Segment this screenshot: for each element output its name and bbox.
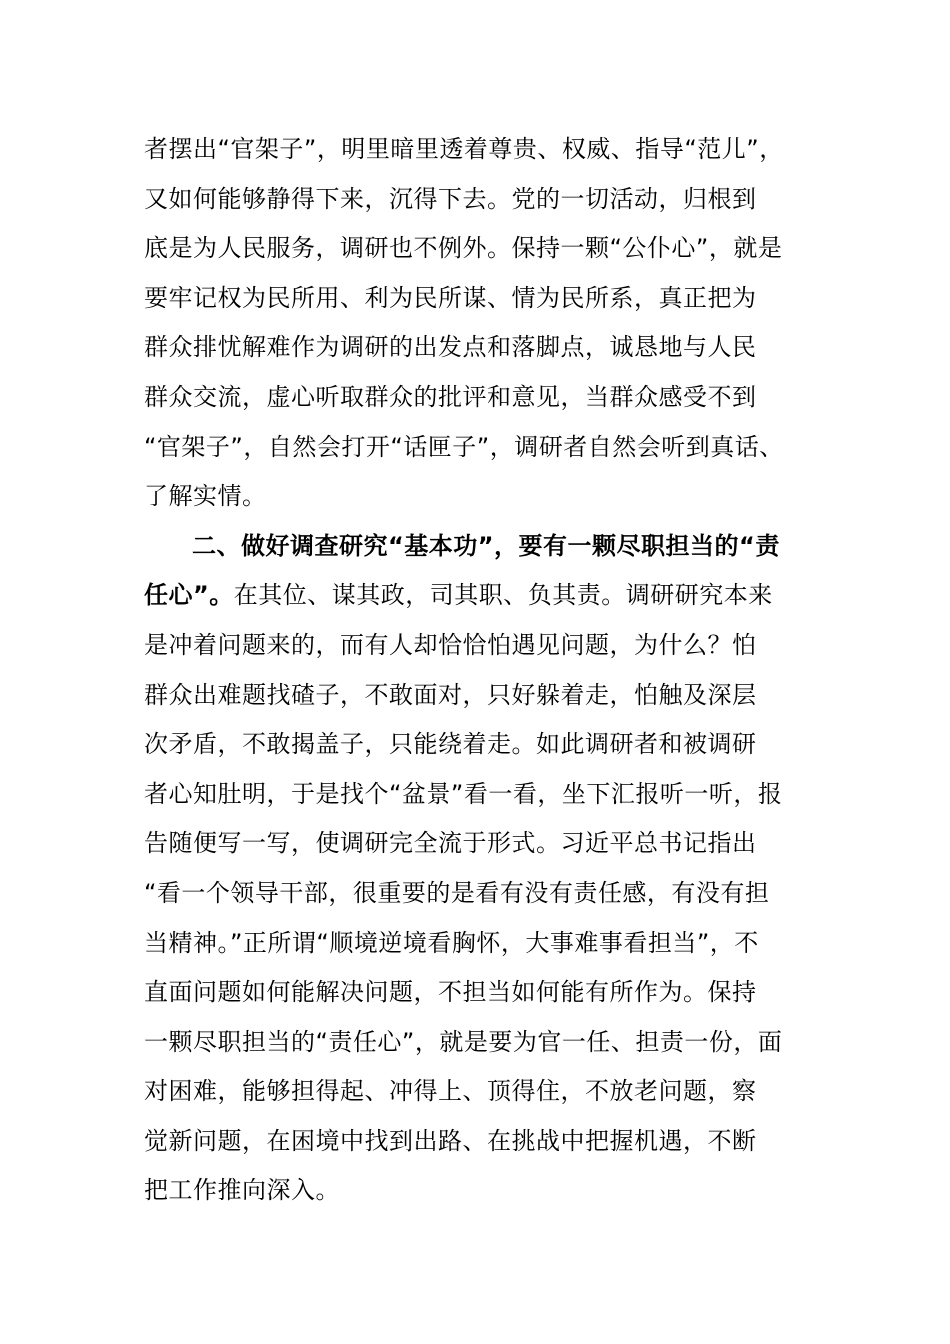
body-text	[144, 125, 808, 1216]
paragraph-line: 群众交流，虚心听取群众的批评和意见，当群众感受不到	[144, 382, 757, 411]
paragraph-line: 又如何能够静得下来，沉得下去。党的一切活动，归根到	[144, 184, 757, 213]
paragraph-line: “官架子”，自然会打开“话匣子”，调研者自然会听到真话、	[144, 432, 784, 461]
section-heading-end: 任心”。	[144, 581, 234, 610]
paragraph-line: “看一个领导干部，很重要的是看有没有责任感，有没有担	[144, 878, 770, 907]
paragraph-line: 一颗尽职担当的“责任心”，就是要为官一任、担责一份，面	[144, 1027, 783, 1056]
paragraph-line: 次矛盾，不敢揭盖子，只能绕着走。如此调研者和被调研	[144, 730, 757, 759]
paragraph-line: 是冲着问题来的，而有人却恰恰怕遇见问题，为什么？怕	[144, 630, 757, 659]
section-heading: 二、做好调查研究“基本功”，要有一颗尽职担当的“责	[192, 531, 780, 560]
paragraph-line: 者摆出“官架子”，明里暗里透着尊贵、权威、指导“范儿”，	[144, 135, 784, 163]
paragraph-line: 把工作推向深入。	[144, 1176, 340, 1205]
paragraph-line: 了解实情。	[144, 482, 267, 511]
paragraph-line: 要牢记权为民所用、利为民所谋、情为民所系，真正把为	[144, 283, 757, 312]
paragraph-line: 直面问题如何能解决问题，不担当如何能有所作为。保持	[144, 978, 757, 1007]
paragraph-line: 群众排忧解难作为调研的出发点和落脚点，诚恳地与人民	[144, 333, 757, 362]
heading-continuation-line	[144, 571, 808, 621]
paragraph-line: 底是为人民服务，调研也不例外。保持一颗“公仆心”，就是	[144, 234, 783, 263]
paragraph-line: 群众出难题找碴子，不敢面对，只好躲着走，怕触及深层	[144, 680, 757, 709]
paragraph-text: 在其位、谋其政，司其职、负其责。调研研究本来	[233, 581, 773, 610]
paragraph-line: 告随便写一写，使调研完全流于形式。习近平总书记指出	[144, 829, 757, 858]
paragraph-line: 觉新问题，在困境中找到出路、在挑战中把握机遇，不断	[144, 1126, 757, 1155]
paragraph-line: 当精神。”正所谓“顺境逆境看胸怀，大事难事看担当”，不	[144, 928, 759, 957]
paragraph-line: 者心知肚明，于是找个“盆景”看一看，坐下汇报听一听，报	[144, 779, 783, 808]
paragraph-line: 对困难，能够担得起、冲得上、顶得住，不放老问题，察	[144, 1077, 757, 1106]
